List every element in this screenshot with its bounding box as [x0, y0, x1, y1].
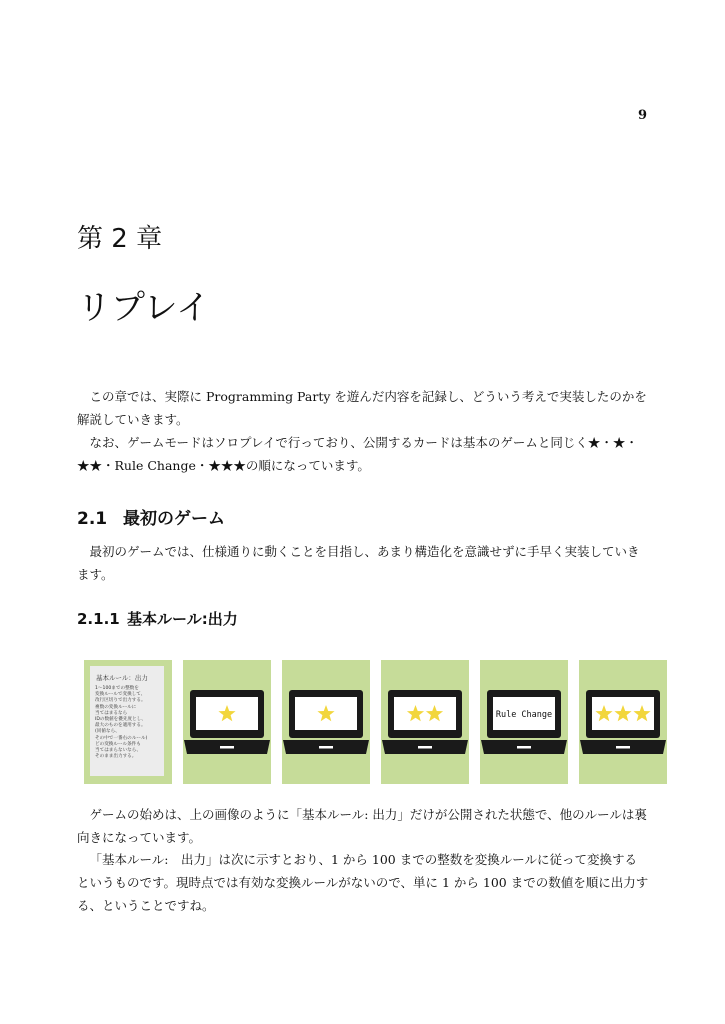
body-paragraph-1: ゲームの始めは、上の画像のように「基本ルール: 出力」だけが公開された状態で、他のルールは裏向きになっています。: [77, 807, 647, 845]
laptop-trackpad: [517, 746, 531, 749]
rule-note-body: 1～100までの整数を 変換ルールで変換して、 改行区切りで出力する。 複数の変換ルールに 当てはまるなら IDの数値を優先度とし、 最大のものを適用する。 (同値なら、 その中で一番右のルール) どの変換ルール条件も 当てはまらないなら、 そのまま出力する。: [95, 686, 148, 760]
laptop-trackpad: [319, 746, 333, 749]
body-paragraph-2: 「基本ルール: 出力」は次に示すとおり、1 から 100 までの整数を変換ルールに従って変換するというものです。現時点では有効な変換ルールがないので、単に 1 から 100 までの数値を順に出力する、ということですね。: [77, 852, 649, 913]
chapter-label: 第 2 章: [77, 224, 163, 254]
laptop-icon: [282, 660, 370, 784]
laptop-screen: [394, 697, 456, 730]
chapter-title: リプレイ: [77, 288, 210, 328]
card-4: [480, 660, 568, 784]
section-paragraph: 最初のゲームでは、仕様通りに動くことを目指し、あまり構造化を意識せずに手早く実装していきます。: [77, 544, 640, 582]
rule-change-label: Rule Change: [495, 710, 553, 720]
laptop-trackpad: [616, 746, 630, 749]
laptop-trackpad: [418, 746, 432, 749]
card-1: [183, 660, 271, 784]
page-number: 9: [637, 108, 647, 123]
subsection-title: 基本ルール:出力: [127, 610, 238, 628]
intro-paragraph-1: この章では、実際に Programming Party を遊んだ内容を記録し、どういう考えで実装したのかを解説していきます。: [77, 389, 647, 427]
laptop-icon: [183, 660, 271, 784]
card-5: [579, 660, 667, 784]
card-figure: [84, 660, 668, 784]
section-title: 最初のゲーム: [123, 509, 225, 529]
laptop-icon: [480, 660, 568, 784]
subsection-heading: [77, 608, 238, 629]
laptop-icon: [381, 660, 469, 784]
laptop-trackpad: [220, 746, 234, 749]
rule-note-title: 基本ルール：出力: [96, 674, 148, 682]
rule-card: [84, 660, 172, 784]
subsection-number: 2.1.1: [77, 610, 120, 628]
section-heading: [77, 504, 225, 529]
card-2: [282, 660, 370, 784]
rule-note: [90, 666, 164, 776]
section-number: 2.1: [77, 509, 108, 529]
intro-paragraph-2: なお、ゲームモードはソロプレイで行っており、公開するカードは基本のゲームと同じく★・★・★★・Rule Change・★★★の順になっています。: [77, 435, 638, 473]
laptop-icon: [579, 660, 667, 784]
card-3: [381, 660, 469, 784]
